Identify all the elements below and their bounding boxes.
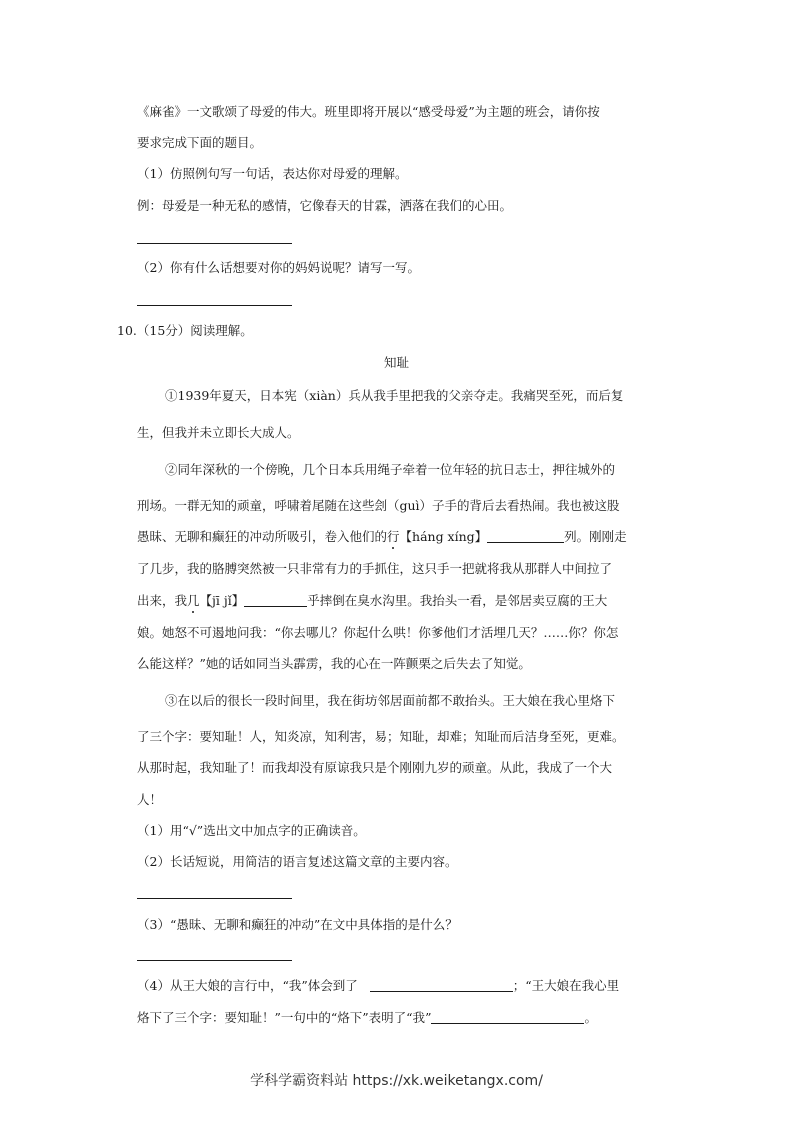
blank-ji[interactable] (244, 592, 307, 607)
answer-line-1[interactable] (137, 243, 292, 244)
p2-line-3 (137, 528, 627, 546)
sub-question-4-line-1 (137, 977, 619, 995)
p2-line-6: 娘。她怒不可遏地问我：“你去哪儿？你起什么哄！你爹他们才活埋几天？……你？你怎 (137, 625, 619, 640)
answer-line-3[interactable] (137, 898, 292, 899)
p2-line-5 (137, 592, 607, 610)
p3-line-1: ③在以后的很长一段时间里，我在街坊邻居面前都不敢抬头。王大娘在我心里烙下 (165, 693, 616, 708)
answer-line-4[interactable] (137, 960, 292, 961)
sq4-part-c: 烙下了三个字：要知耻！”一句中的“烙下”表明了“我” (137, 1010, 432, 1025)
question-2: （2）你有什么话想要对你的妈妈说呢？请写一写。 (137, 260, 420, 275)
p2-line-3-end: 列。刚刚走 (564, 529, 627, 544)
dotted-char-hang: 行 (387, 529, 400, 544)
p2-line-3-start: 愚昧、无聊和癫狂的冲动所吸引，卷入他们的 (137, 529, 388, 544)
answer-line-2[interactable] (137, 305, 292, 306)
intro-line-1: 《麻雀》一文歌颂了母爱的伟大。班里即将开展以“感受母爱”为主题的班会，请你按 (137, 104, 600, 119)
p2-line-2: 刑场。一群无知的顽童，呼啸着尾随在这些刽（guì）子手的背后去看热闹。我也被这股 (137, 498, 620, 513)
q10-header: 10.（15分）阅读理解。 (117, 323, 253, 338)
footer-watermark: 学科学霸资料站 https://xk.weiketangx.com/ (250, 1073, 543, 1089)
p1-line-1: ①1939年夏天，日本宪（xiàn）兵从我手里把我的父亲夺走。我痛哭至死，而后复 (165, 388, 624, 403)
intro-line-2: 要求完成下面的题目。 (137, 135, 263, 150)
pinyin-choice-ji[interactable]: 【jī jǐ】 (199, 593, 245, 608)
p3-line-4: 人！ (137, 792, 163, 807)
p2-line-1: ②同年深秋的一个傍晚，几个日本兵用绳子牵着一位年轻的抗日志士，押往城外的 (165, 462, 616, 477)
blank-sq4-b[interactable] (431, 1009, 584, 1024)
blank-hang[interactable] (487, 528, 564, 543)
pinyin-choice-hang[interactable]: 【háng xíng】 (399, 529, 488, 544)
sub-question-3: （3）“愚昧、无聊和癫狂的冲动”在文中具体指的是什么？ (137, 917, 458, 932)
p3-line-2: 了三个字：要知耻！人，知炎凉，知利害，易；知耻，却难；知耻而后洁身至死，更难。 (137, 729, 625, 744)
sub-question-4-line-2 (137, 1009, 597, 1027)
sq4-part-b: ；“王大娘在我心里 (512, 978, 620, 993)
sq4-part-d: 。 (584, 1010, 597, 1025)
p2-line-5-end: 乎摔倒在臭水沟里。我抬头一看，是邻居卖豆腐的王大 (307, 593, 608, 608)
sub-question-1: （1）用“√”选出文中加点字的正确读音。 (137, 823, 366, 838)
blank-sq4-a[interactable] (370, 977, 513, 992)
p2-line-4: 了几步，我的胳膊突然被一只非常有力的手抓住，这只手一把就将我从那群人中间拉了 (137, 561, 613, 576)
dotted-char-ji: 几 (187, 593, 200, 608)
p2-line-7: 么能这样？”她的话如同当头霹雳，我的心在一阵颤栗之后失去了知觉。 (137, 656, 531, 671)
sq4-part-a: （4）从王大娘的言行中，“我”体会到了 (137, 978, 358, 993)
question-1: （1）仿照例句写一句话，表达你对母爱的理解。 (137, 166, 408, 181)
article-title: 知耻 (383, 355, 409, 370)
example-sentence: 例：母爱是一种无私的感情，它像春天的甘霖，洒落在我们的心田。 (137, 198, 513, 213)
p3-line-3: 从那时起，我知耻了！而我却没有原谅我只是个刚刚九岁的顽童。从此，我成了一个大 (137, 760, 613, 775)
p2-line-5-start: 出来，我 (137, 593, 188, 608)
sub-question-2: （2）长话短说，用简洁的语言复述这篇文章的主要内容。 (137, 854, 458, 869)
p1-line-2: 生，但我并未立即长大成人。 (137, 425, 300, 440)
